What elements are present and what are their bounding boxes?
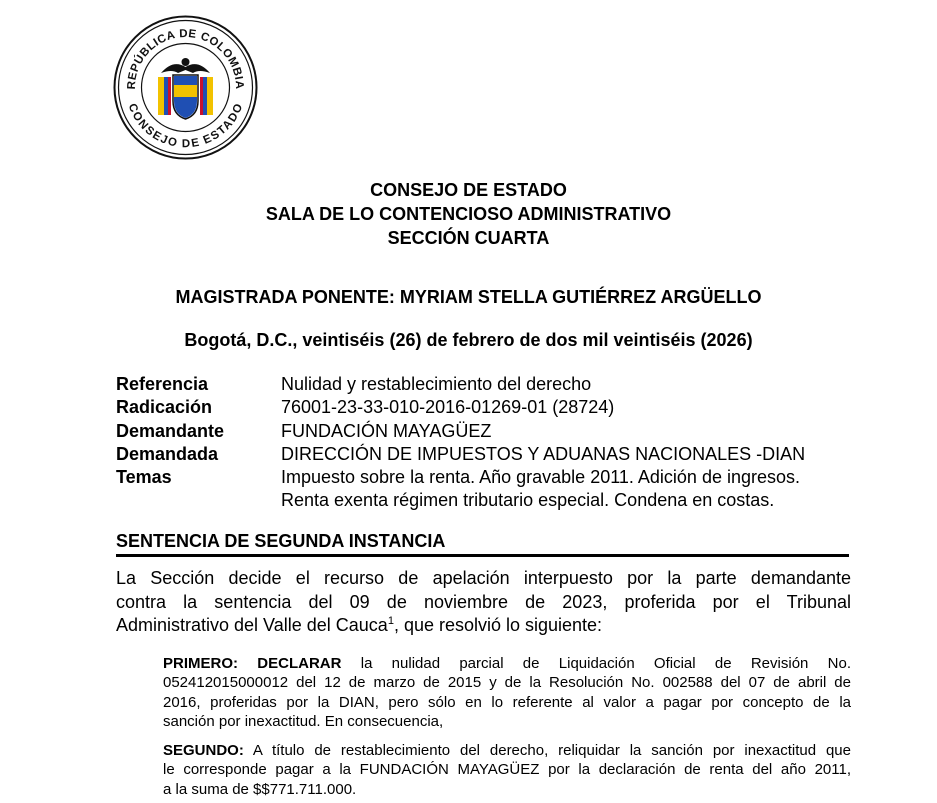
document-date: Bogotá, D.C., veintiséis (26) de febrero de dos mil veintiséis (2026) [184,330,753,350]
meta-value: 76001-23-33-010-2016-01269-01 (28724) [281,397,615,418]
meta-row-temas [116,466,856,489]
primero-label: PRIMERO: DECLARAR [163,655,342,672]
meta-row-referencia [116,373,856,396]
quote-line [163,654,851,673]
quote-line [163,741,851,760]
meta-value: DIRECCIÓN DE IMPUESTOS Y ADUANAS NACIONALES -DIAN [281,443,806,464]
magistrada-ponente: MAGISTRADA PONENTE: MYRIAM STELLA GUTIÉRREZ ARGÜELLO [175,287,762,307]
intro-line [116,614,851,638]
intro-paragraph [116,567,851,638]
meta-row-demandada [116,443,856,466]
section-title: SENTENCIA DE SEGUNDA INSTANCIA [116,531,849,557]
case-metadata [116,373,856,513]
meta-label: Temas [116,467,172,488]
quote-segundo [163,741,851,799]
intro-text: , que resolvió lo siguiente: [393,615,603,635]
meta-value: Impuesto sobre la renta. Año gravable 2011. Adición de ingresos. [281,467,801,488]
footnote-ref[interactable]: 1 [387,615,394,627]
quote-line: sanción por inexactitud. En consecuencia, [163,712,444,730]
meta-label: Demandante [116,420,225,441]
quote-text: la nulidad parcial de Liquidación Oficial de Revisión No. [360,655,851,672]
quote-line: 2016, proferidas por la DIAN, pero sólo en lo referente al valor a pagar por concepto de la [163,693,851,711]
seal-top-text: REPÚBLICA DE COLOMBIA [125,27,246,90]
court-chamber: SALA DE LO CONTENCIOSO ADMINISTRATIVO [265,204,672,224]
seal-bottom-text: CONSEJO DE ESTADO [125,101,246,151]
meta-label: Demandada [116,443,219,464]
quote-line: 052412015000012 del 12 de marzo de 2015 y de la Resolución No. 002588 del 07 de abril de [163,674,851,692]
meta-value: FUNDACIÓN MAYAGÜEZ [281,420,492,441]
meta-temas-continuation: Renta exenta régimen tributario especial. Condena en costas. [281,490,775,511]
consejo-de-estado-seal [113,15,258,160]
meta-label: Radicación [116,397,213,418]
quote-primero [163,654,851,731]
intro-text: Administrativo del Valle del Cauca [116,615,388,635]
court-name: CONSEJO DE ESTADO [370,180,567,200]
meta-row-radicacion [116,396,856,419]
intro-line: contra la sentencia del 09 de noviembre de 2023, proferida por el Tribunal [116,591,851,612]
quote-line: le corresponde pagar a la FUNDACIÓN MAYAGÜEZ por la declaración de renta del año 2011, [163,761,851,779]
segundo-label: SEGUNDO: [163,742,244,759]
quote-line: a la suma de $$771.711.000. [163,780,357,798]
intro-line: La Sección decide el recurso de apelación interpuesto por la parte demandante [116,568,851,588]
quote-text: A título de restablecimiento del derecho, reliquidar la sanción por inexactitud que [252,742,851,759]
meta-value: Nulidad y restablecimiento del derecho [281,374,592,394]
shield-icon [173,75,198,119]
court-section: SECCIÓN CUARTA [387,228,550,248]
meta-label: Referencia [116,374,209,394]
meta-row-demandante [116,420,856,443]
